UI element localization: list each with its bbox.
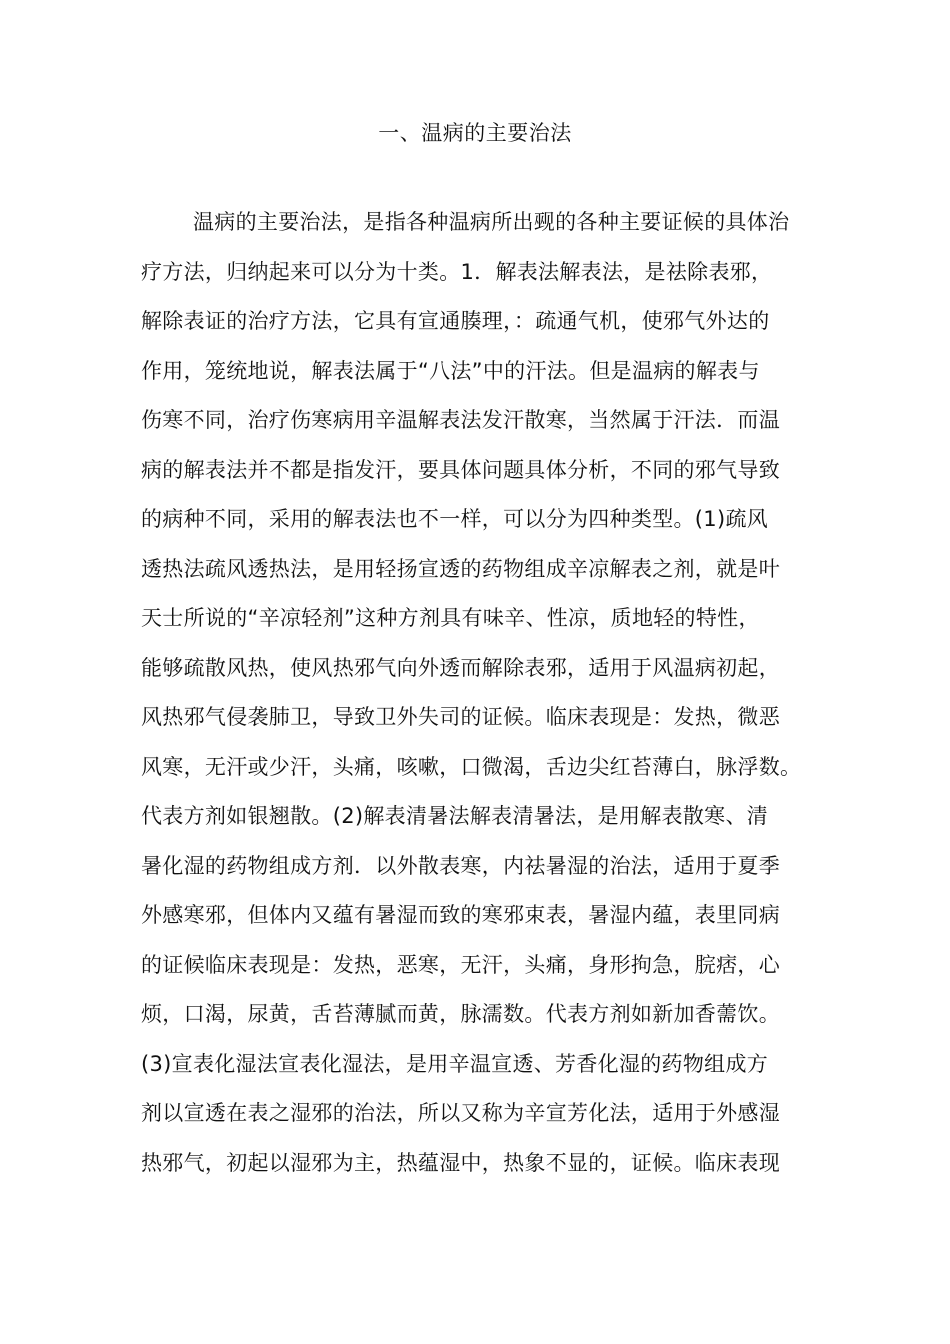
text-line: 的病种不同，采用的解表法也不一样，可以分为四种类型。(1)疏风 <box>141 507 769 531</box>
text-line: 热邪气，初起以湿邪为主，热蕴湿中，热象不显的，证候。临床表现 <box>141 1150 780 1175</box>
text-line: 的证候临床表现是：发热，恶寒，无汗，头痛，身形拘急，脘痞，心 <box>141 952 780 977</box>
text-line: 烦，口渴，尿黄，舌苔薄腻而黄，脉濡数。代表方剂如新加香薷饮。 <box>141 1002 780 1026</box>
text-line: 天士所说的“辛凉轻剂”这种方剂具有味辛、性凉，质地轻的特性， <box>141 606 760 630</box>
text-line: 透热法疏风透热法，是用轻扬宣透的药物组成辛凉解表之剂，就是叶 <box>141 556 780 581</box>
text-line: 病的解表法并不都是指发汗，要具体问题具体分析，不同的邪气导致 <box>141 457 780 482</box>
body-text <box>141 207 831 1197</box>
text-line: 疗方法，归纳起来可以分为十类。1．解表法解表法，是祛除表邪， <box>141 259 773 284</box>
text-line: 能够疏散风热，使风热邪气向外透而解除表邪，适用于风温病初起， <box>141 655 780 680</box>
text-line: 代表方剂如银翘散。(2)解表清暑法解表清暑法，是用解表散寒、清 <box>141 804 769 828</box>
text-line: 剂以宣透在表之湿邪的治法，所以又称为辛宣芳化法，适用于外感湿 <box>141 1101 780 1125</box>
text-line: 外感寒邪，但体内又蕴有暑湿而致的寒邪束表，暑湿内蕴，表里同病 <box>141 903 780 927</box>
text-line: 解除表证的治疗方法，它具有宣通腠理，：疏通气机，使邪气外达的 <box>141 309 770 333</box>
text-line: 作用，笼统地说，解表法属于“八法”中的汗法。但是温病的解表与 <box>141 358 760 383</box>
text-line: 伤寒不同，治疗伤寒病用辛温解表法发汗散寒，当然属于汗法．而温 <box>141 408 780 432</box>
text-line: 暑化湿的药物组成方剂．以外散表寒，内祛暑湿的治法，适用于夏季 <box>141 853 780 878</box>
page-title: 一、温病的主要治法 <box>378 121 572 145</box>
text-line: 温病的主要治法，是指各种温病所出觋的各种主要证候的具体治 <box>193 210 790 234</box>
text-line: (3)宣表化湿法宣表化湿法，是用辛温宣透、芳香化湿的药物组成方 <box>141 1051 769 1076</box>
text-line: 风热邪气侵袭肺卫，导致卫外失司的证候。临床表现是：发热，微恶 <box>141 705 780 729</box>
text-line: 风寒，无汗或少汗，头痛，咳嗽，口微渴，舌边尖红苔薄白，脉浮数。 <box>141 754 802 779</box>
